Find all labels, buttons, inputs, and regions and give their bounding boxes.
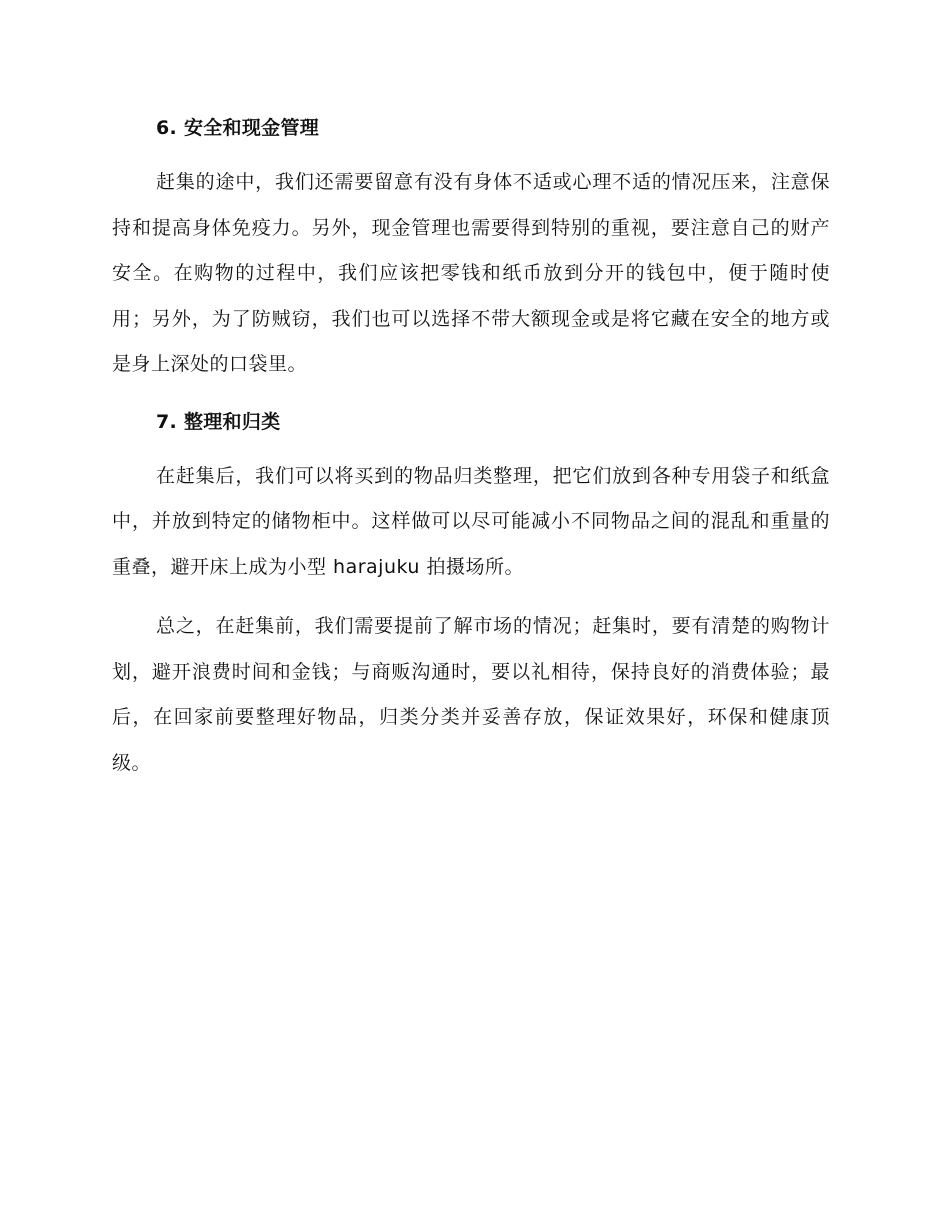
paragraph-organize: 在赶集后，我们可以将买到的物品归类整理，把它们放到各种专用袋子和纸盒中，并放到特定的储物柜中。这样做可以尽可能减小不同物品之间的混乱和重量的重叠，避开床上成为小型 harajuku 拍摄场所。 [112, 464, 830, 578]
section-heading-organize: 7. 整理和归类 [156, 410, 281, 433]
document-body [112, 108, 830, 800]
paragraph-conclusion: 总之，在赶集前，我们需要提前了解市场的情况；赶集时，要有清楚的购物计划，避开浪费时间和金钱；与商贩沟通时，要以礼相待，保持良好的消费体验；最后，在回家前要整理好物品，归类分类并妥善存放，保证效果好，环保和健康顶级。 [112, 615, 830, 774]
section-heading-safety-cash: 6. 安全和现金管理 [156, 117, 320, 139]
paragraph-safety-cash: 赶集的途中，我们还需要留意有没有身体不适或心理不适的情况压来，注意保持和提高身体免疫力。另外，现金管理也需要得到特别的重视，要注意自己的财产安全。在购物的过程中，我们应该把零钱和纸币放到分开的钱包中，便于随时使用；另外，为了防贼窃，我们也可以选择不带大额现金或是将它藏在安全的地方或是身上深处的口袋里。 [112, 171, 830, 375]
